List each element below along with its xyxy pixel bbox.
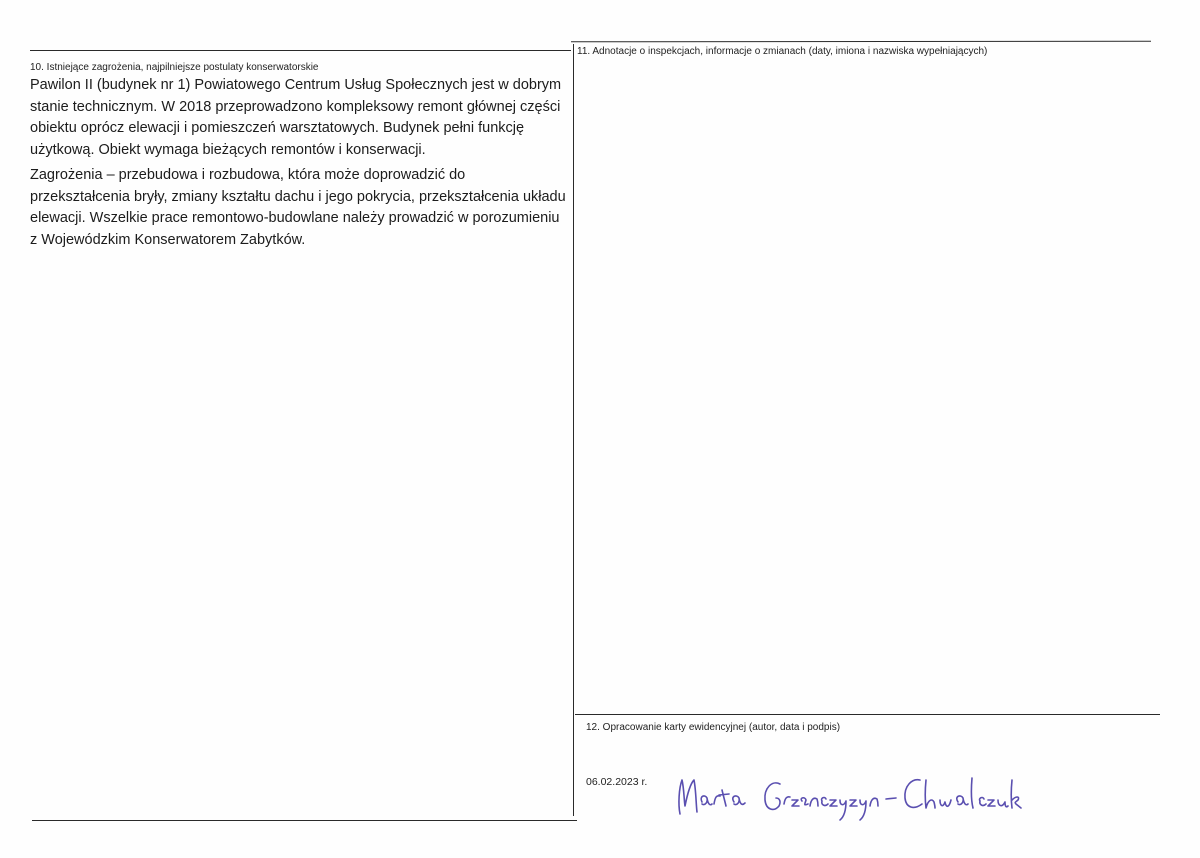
top-border-left	[30, 50, 571, 51]
top-border-right	[571, 41, 1151, 43]
section10-content	[30, 75, 568, 255]
section10-label: 10. Istniejące zagrożenia, najpilniejsze postulaty konserwatorskie	[30, 62, 319, 73]
section11-label: 11. Adnotacje o inspekcjach, informacje o zmianach (daty, imiona i nazwiska wypełniających)	[577, 46, 988, 57]
section10-paragraph-2: Zagrożenia – przebudowa i rozbudowa, która może doprowadzić do przekształcenia bryły, zmiany kształtu dachu i jego pokrycia, przekształcenia układu elewacji. Wszelkie prace remontowo-budowlane należy prowadzić w porozumieniu z Wojewódzkim Konserwatorem Zabytków.	[30, 167, 566, 248]
section12-top-border	[575, 714, 1160, 715]
section12-label: 12. Opracowanie karty ewidencyjnej (autor, data i podpis)	[586, 722, 841, 733]
handwritten-signature	[672, 766, 1042, 826]
section12-date: 06.02.2023 r.	[586, 776, 648, 788]
bottom-border	[32, 820, 577, 821]
vertical-divider	[573, 44, 574, 816]
section10-paragraph-1: Pawilon II (budynek nr 1) Powiatowego Centrum Usług Społecznych jest w dobrym stanie technicznym. W 2018 przeprowadzono kompleksowy remont głównej części obiektu oprócz elewacji i pomieszczeń warsztatowych. Budynek pełni funkcję użytkową. Obiekt wymaga bieżących remontów i konserwacji.	[30, 77, 562, 158]
